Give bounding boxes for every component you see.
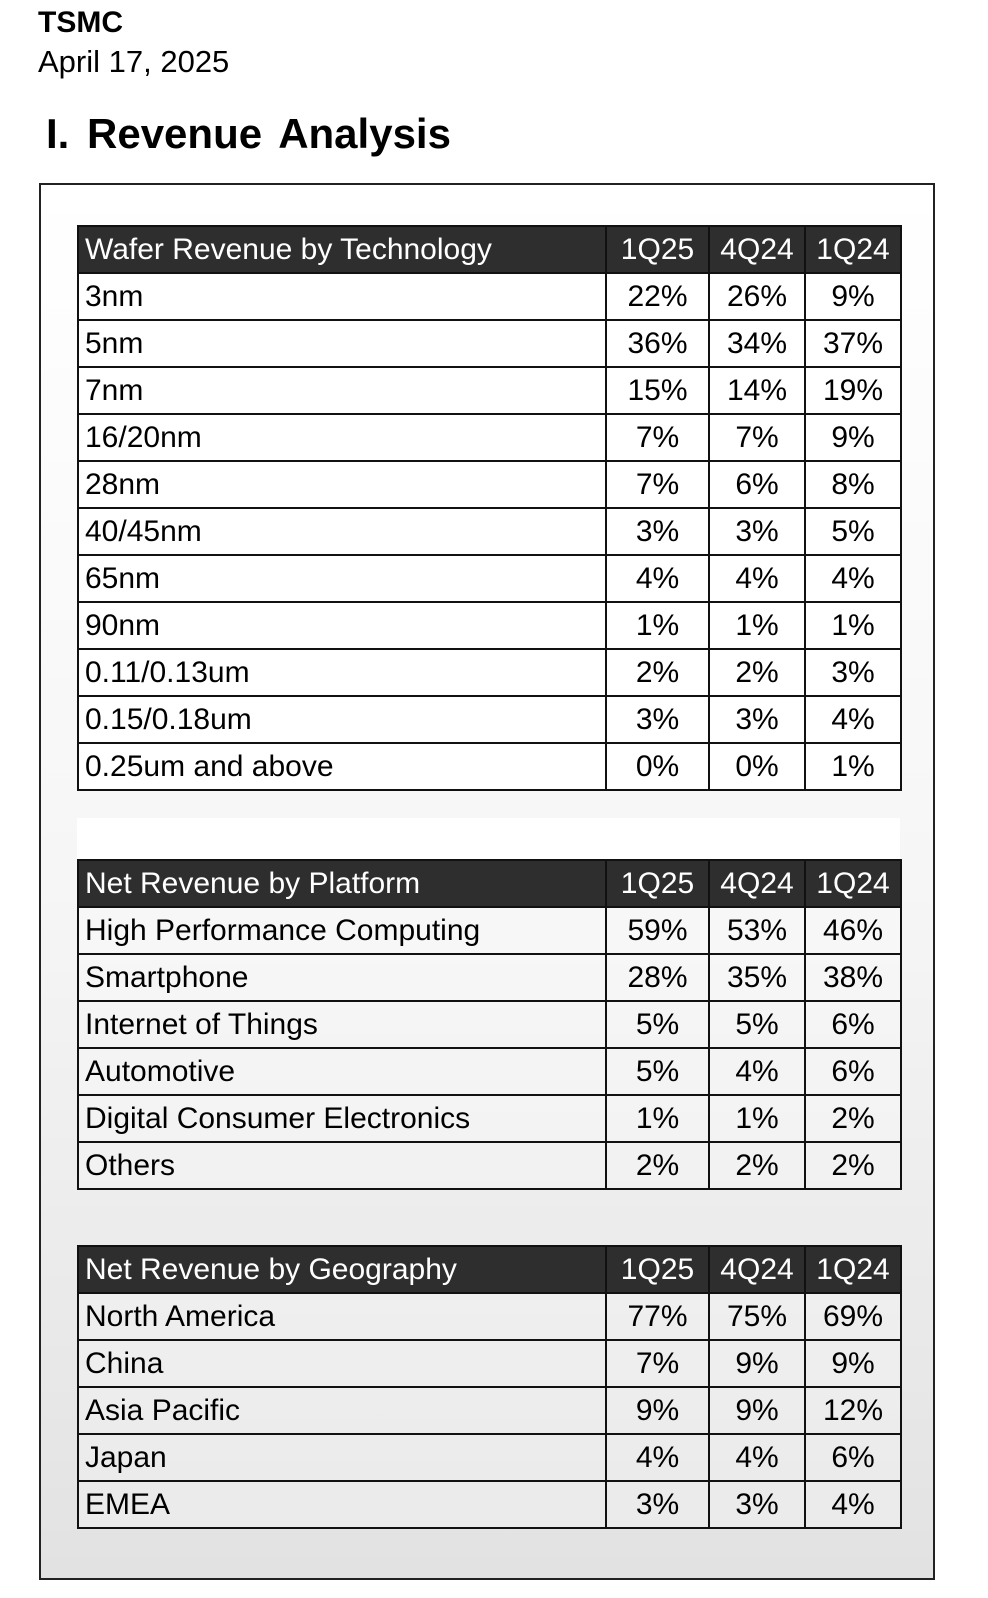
column-header: 1Q25 bbox=[606, 1246, 709, 1293]
section-title: I. Revenue Analysis bbox=[46, 110, 451, 157]
row-label: Smartphone bbox=[78, 954, 606, 1001]
cell-value: 2% bbox=[805, 1142, 901, 1189]
cell-value: 3% bbox=[709, 1481, 805, 1528]
cell-value: 4% bbox=[709, 555, 805, 602]
row-label: North America bbox=[78, 1293, 606, 1340]
cell-value: 14% bbox=[709, 367, 805, 414]
row-label: 16/20nm bbox=[78, 414, 606, 461]
column-header: 4Q24 bbox=[709, 860, 805, 907]
cell-value: 9% bbox=[709, 1340, 805, 1387]
cell-value: 1% bbox=[606, 602, 709, 649]
table-row bbox=[78, 414, 901, 461]
cell-value: 38% bbox=[805, 954, 901, 1001]
cell-value: 3% bbox=[606, 1481, 709, 1528]
cell-value: 59% bbox=[606, 907, 709, 954]
cell-value: 2% bbox=[709, 649, 805, 696]
table-row bbox=[78, 461, 901, 508]
table-row bbox=[78, 367, 901, 414]
cell-value: 19% bbox=[805, 367, 901, 414]
cell-value: 6% bbox=[805, 1434, 901, 1481]
cell-value: 3% bbox=[709, 508, 805, 555]
cell-value: 9% bbox=[805, 1340, 901, 1387]
cell-value: 4% bbox=[606, 1434, 709, 1481]
cell-value: 9% bbox=[606, 1387, 709, 1434]
cell-value: 9% bbox=[805, 414, 901, 461]
row-label: 28nm bbox=[78, 461, 606, 508]
row-label: 0.15/0.18um bbox=[78, 696, 606, 743]
column-header: 1Q24 bbox=[805, 226, 901, 273]
cell-value: 8% bbox=[805, 461, 901, 508]
table-header-row bbox=[78, 860, 901, 907]
row-label: 65nm bbox=[78, 555, 606, 602]
cell-value: 12% bbox=[805, 1387, 901, 1434]
cell-value: 2% bbox=[606, 1142, 709, 1189]
cell-value: 4% bbox=[709, 1434, 805, 1481]
row-label: 3nm bbox=[78, 273, 606, 320]
table-row bbox=[78, 1434, 901, 1481]
cell-value: 46% bbox=[805, 907, 901, 954]
cell-value: 2% bbox=[606, 649, 709, 696]
cell-value: 0% bbox=[709, 743, 805, 790]
cell-value: 9% bbox=[805, 273, 901, 320]
cell-value: 4% bbox=[709, 1048, 805, 1095]
cell-value: 53% bbox=[709, 907, 805, 954]
cell-value: 77% bbox=[606, 1293, 709, 1340]
row-label: 0.25um and above bbox=[78, 743, 606, 790]
cell-value: 5% bbox=[606, 1048, 709, 1095]
cell-value: 0% bbox=[606, 743, 709, 790]
table-title: Net Revenue by Geography bbox=[78, 1246, 606, 1293]
row-label: 40/45nm bbox=[78, 508, 606, 555]
cell-value: 6% bbox=[805, 1001, 901, 1048]
cell-value: 1% bbox=[606, 1095, 709, 1142]
cell-value: 6% bbox=[709, 461, 805, 508]
cell-value: 5% bbox=[709, 1001, 805, 1048]
cell-value: 7% bbox=[606, 461, 709, 508]
row-label: 5nm bbox=[78, 320, 606, 367]
cell-value: 15% bbox=[606, 367, 709, 414]
cell-value: 4% bbox=[805, 1481, 901, 1528]
platform-revenue-table bbox=[77, 859, 902, 1190]
cell-value: 9% bbox=[709, 1387, 805, 1434]
table-gap bbox=[77, 818, 900, 859]
cell-value: 75% bbox=[709, 1293, 805, 1340]
cell-value: 69% bbox=[805, 1293, 901, 1340]
cell-value: 36% bbox=[606, 320, 709, 367]
table-row bbox=[78, 1001, 901, 1048]
cell-value: 1% bbox=[709, 1095, 805, 1142]
table-row bbox=[78, 602, 901, 649]
cell-value: 3% bbox=[805, 649, 901, 696]
row-label: 7nm bbox=[78, 367, 606, 414]
cell-value: 35% bbox=[709, 954, 805, 1001]
column-header: 4Q24 bbox=[709, 226, 805, 273]
table-row bbox=[78, 1293, 901, 1340]
column-header: 1Q25 bbox=[606, 860, 709, 907]
technology-revenue-table bbox=[77, 225, 902, 791]
cell-value: 7% bbox=[606, 414, 709, 461]
cell-value: 3% bbox=[606, 508, 709, 555]
table-row bbox=[78, 696, 901, 743]
table-row bbox=[78, 1387, 901, 1434]
cell-value: 3% bbox=[606, 696, 709, 743]
row-label: High Performance Computing bbox=[78, 907, 606, 954]
row-label: Others bbox=[78, 1142, 606, 1189]
cell-value: 7% bbox=[709, 414, 805, 461]
table-header-row bbox=[78, 1246, 901, 1293]
cell-value: 1% bbox=[805, 743, 901, 790]
row-label: China bbox=[78, 1340, 606, 1387]
row-label: Japan bbox=[78, 1434, 606, 1481]
cell-value: 1% bbox=[805, 602, 901, 649]
cell-value: 1% bbox=[709, 602, 805, 649]
cell-value: 2% bbox=[805, 1095, 901, 1142]
cell-value: 6% bbox=[805, 1048, 901, 1095]
table-row bbox=[78, 649, 901, 696]
table-row bbox=[78, 508, 901, 555]
row-label: 90nm bbox=[78, 602, 606, 649]
company-name: TSMC bbox=[38, 6, 123, 39]
cell-value: 22% bbox=[606, 273, 709, 320]
cell-value: 28% bbox=[606, 954, 709, 1001]
cell-value: 4% bbox=[805, 696, 901, 743]
row-label: 0.11/0.13um bbox=[78, 649, 606, 696]
table-row bbox=[78, 1340, 901, 1387]
column-header: 1Q24 bbox=[805, 860, 901, 907]
cell-value: 7% bbox=[606, 1340, 709, 1387]
geography-revenue-table bbox=[77, 1245, 902, 1529]
cell-value: 4% bbox=[606, 555, 709, 602]
table-row bbox=[78, 907, 901, 954]
row-label: Automotive bbox=[78, 1048, 606, 1095]
cell-value: 5% bbox=[805, 508, 901, 555]
cell-value: 2% bbox=[709, 1142, 805, 1189]
cell-value: 5% bbox=[606, 1001, 709, 1048]
table-row bbox=[78, 1481, 901, 1528]
table-title: Wafer Revenue by Technology bbox=[78, 226, 606, 273]
report-date: April 17, 2025 bbox=[38, 44, 230, 79]
table-title: Net Revenue by Platform bbox=[78, 860, 606, 907]
table-row bbox=[78, 1048, 901, 1095]
row-label: Digital Consumer Electronics bbox=[78, 1095, 606, 1142]
table-row bbox=[78, 320, 901, 367]
table-row bbox=[78, 273, 901, 320]
row-label: Asia Pacific bbox=[78, 1387, 606, 1434]
column-header: 1Q25 bbox=[606, 226, 709, 273]
cell-value: 26% bbox=[709, 273, 805, 320]
row-label: EMEA bbox=[78, 1481, 606, 1528]
cell-value: 34% bbox=[709, 320, 805, 367]
table-row bbox=[78, 555, 901, 602]
column-header: 1Q24 bbox=[805, 1246, 901, 1293]
table-row bbox=[78, 743, 901, 790]
table-header-row bbox=[78, 226, 901, 273]
row-label: Internet of Things bbox=[78, 1001, 606, 1048]
cell-value: 4% bbox=[805, 555, 901, 602]
column-header: 4Q24 bbox=[709, 1246, 805, 1293]
cell-value: 3% bbox=[709, 696, 805, 743]
table-row bbox=[78, 1142, 901, 1189]
cell-value: 37% bbox=[805, 320, 901, 367]
table-row bbox=[78, 954, 901, 1001]
table-row bbox=[78, 1095, 901, 1142]
